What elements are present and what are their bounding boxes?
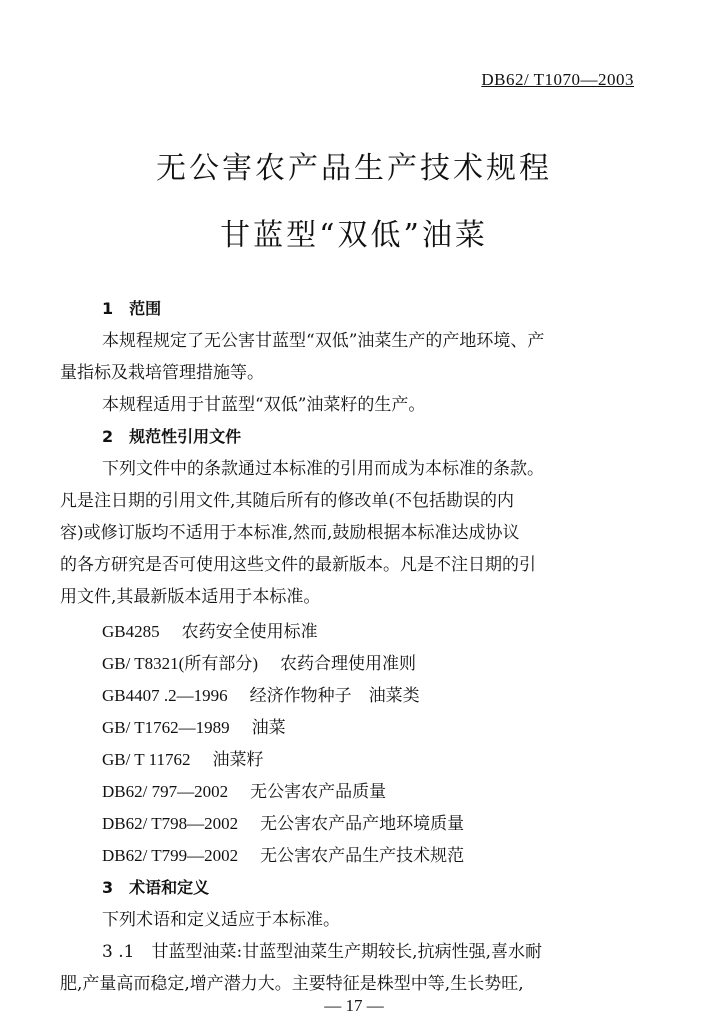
reference-code: GB/ T1762—1989 <box>102 718 230 737</box>
reference-code: DB62/ 797—2002 <box>102 782 229 801</box>
paragraph-line: 3 .1 甘蓝型油菜:甘蓝型油菜生产期较长,抗病性强,喜水耐 <box>102 942 542 962</box>
reference-item <box>60 744 652 776</box>
reference-name: 油菜籽 <box>212 750 264 770</box>
reference-code: DB62/ T799—2002 <box>102 846 239 865</box>
paragraph-line: 的各方研究是否可使用这些文件的最新版本。凡是不注日期的引 <box>60 555 536 575</box>
reference-name: 经济作物种子 油菜类 <box>249 686 420 706</box>
reference-code: DB62/ T798—2002 <box>102 814 239 833</box>
reference-code: GB4285 <box>102 622 160 641</box>
section-heading-references: 2 规范性引用文件 <box>102 427 242 446</box>
reference-name: 无公害农产品产地环境质量 <box>260 814 465 834</box>
paragraph-line: 量指标及栽培管理措施等。 <box>60 363 264 383</box>
reference-name: 农药安全使用标准 <box>181 622 318 642</box>
reference-item <box>60 712 652 744</box>
section-heading-scope: 1 范围 <box>102 299 162 318</box>
paragraph-line: 用文件,其最新版本适用于本标准。 <box>60 587 321 607</box>
paragraph-line: 本规程规定了无公害甘蓝型“双低”油菜生产的产地环境、产 <box>102 331 545 351</box>
reference-name: 油菜 <box>251 718 286 738</box>
section-heading-terms: 3 术语和定义 <box>102 878 210 897</box>
reference-item <box>60 648 652 680</box>
paragraph-line: 容)或修订版均不适用于本标准,然而,鼓励根据本标准达成协议 <box>60 523 520 543</box>
reference-item <box>60 808 652 840</box>
reference-item <box>60 840 652 872</box>
document-subtitle: 甘蓝型“双低”油菜 <box>220 218 488 253</box>
reference-item <box>60 776 652 808</box>
reference-item <box>60 616 652 648</box>
document-title: 无公害农产品生产技术规程 <box>156 151 552 186</box>
reference-code: GB4407 .2—1996 <box>102 686 228 705</box>
reference-name: 农药合理使用准则 <box>280 654 416 674</box>
page-number: — 17 — <box>324 996 384 1015</box>
reference-code: GB/ T 11762 <box>102 750 191 769</box>
paragraph-line: 本规程适用于甘蓝型“双低”油菜籽的生产。 <box>102 395 426 415</box>
reference-name: 无公害农产品生产技术规范 <box>260 846 465 866</box>
paragraph-line: 下列术语和定义适应于本标准。 <box>102 910 340 930</box>
reference-item <box>60 680 652 712</box>
document-body <box>60 293 652 1000</box>
reference-name: 无公害农产品质量 <box>250 782 387 802</box>
paragraph-line: 下列文件中的条款通过本标准的引用而成为本标准的条款。 <box>102 459 544 479</box>
paragraph-line: 肥,产量高而稳定,增产潜力大。主要特征是株型中等,生长势旺, <box>60 974 524 994</box>
standard-code: DB62/ T1070—2003 <box>481 70 634 89</box>
reference-code: GB/ T8321(所有部分) <box>102 654 258 673</box>
paragraph-line: 凡是注日期的引用文件,其随后所有的修改单(不包括勘误的内 <box>60 491 515 511</box>
